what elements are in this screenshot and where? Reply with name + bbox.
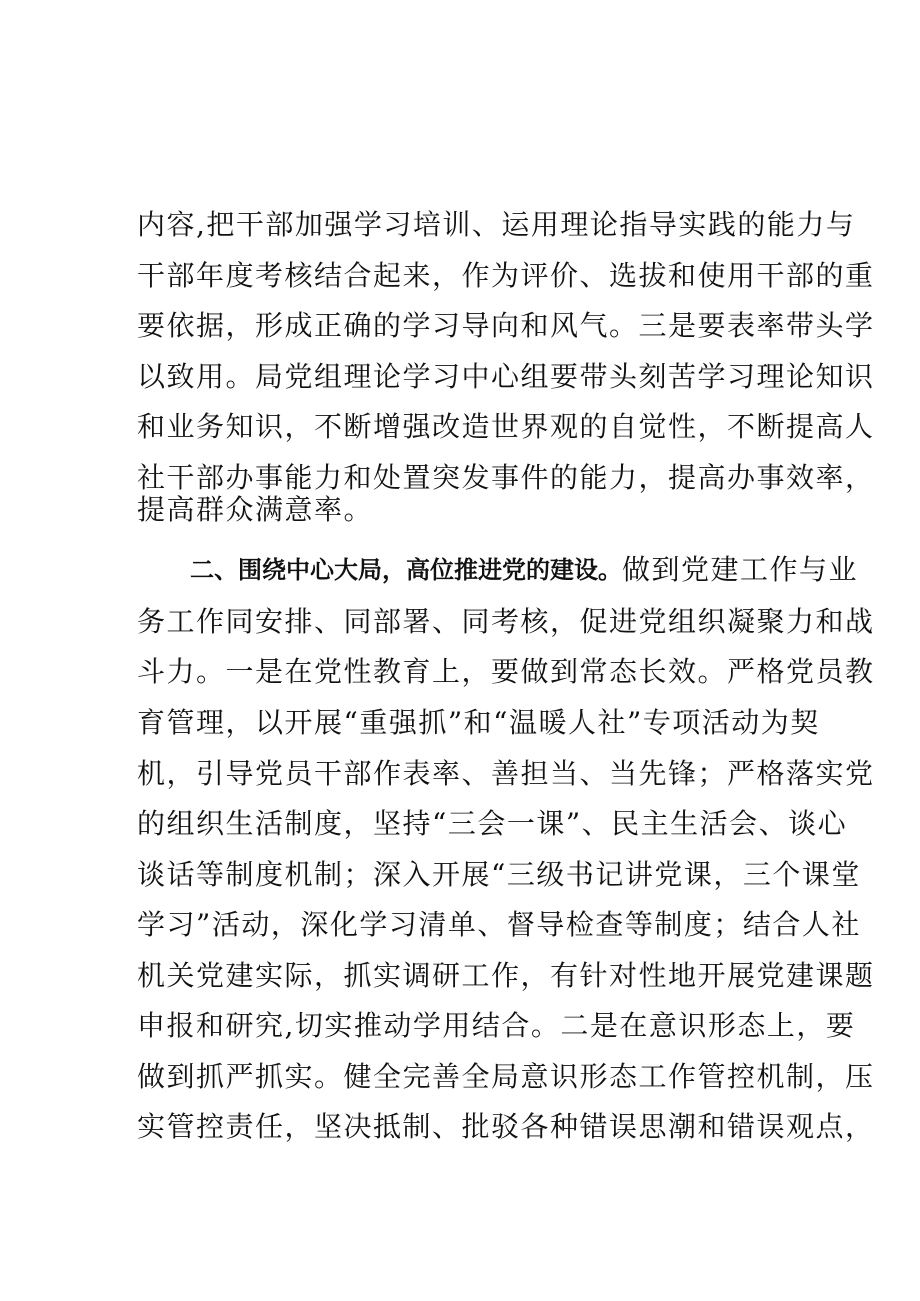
paragraph-line: 申报和研究,切实推动学用结合。二是在意识形态上，要 (137, 1009, 856, 1042)
paragraph-line: 要依据，形成正确的学习导向和风气。三是要表率带头学 (137, 309, 875, 342)
paragraph-line: 做到抓严抓实。健全完善全局意识形态工作管控机制，压 (137, 1060, 875, 1093)
paragraph-line: 务工作同安排、同部署、同考核，促进党组织凝聚力和战 (137, 605, 875, 638)
paragraph-line: 以致用。局党组理论学习中心组要带头刻苦学习理论知识 (137, 360, 875, 393)
paragraph-line: 干部年度考核结合起来，作为评价、选拔和使用干部的重 (137, 259, 875, 292)
section-heading: 二、围绕中心大局，高位推进党的建设。 (190, 556, 622, 584)
paragraph-line: 谈话等制度机制；深入开展“三级书记讲党课，三个课堂 (137, 858, 861, 891)
paragraph-line: 内容,把干部加强学习培训、运用理论指导实践的能力与 (137, 208, 856, 241)
paragraph-line: 育管理，以开展“重强抓”和“温暖人社”专项活动为契 (137, 706, 820, 739)
paragraph-line: 机关党建实际，抓实调研工作，有针对性地开展党建课题 (137, 959, 875, 992)
paragraph-line: 机，引导党员干部作表率、善担当、当先锋；严格落实党 (137, 757, 875, 790)
paragraph-line: 学习”活动，深化学习清单、督导检查等制度；结合人社 (137, 908, 861, 941)
paragraph-line: 实管控责任，坚决抵制、批驳各种错误思潮和错误观点， (137, 1110, 875, 1143)
section-heading-line (190, 550, 859, 590)
paragraph-line: 的组织生活制度，坚持“三会一课”、民主生活会、谈心 (137, 807, 848, 840)
paragraph-line: 社干部办事能力和处置突发事件的能力，提高办事效率， (137, 461, 875, 494)
paragraph-line: 斗力。一是在党性教育上，要做到常态长效。严格党员教 (137, 655, 875, 688)
section-heading-rest: 做到党建工作与业 (622, 553, 859, 586)
paragraph-line: 和业务知识，不断增强改造世界观的自觉性，不断提高人 (137, 410, 875, 443)
paragraph-line: 提高群众满意率。 (137, 493, 374, 526)
